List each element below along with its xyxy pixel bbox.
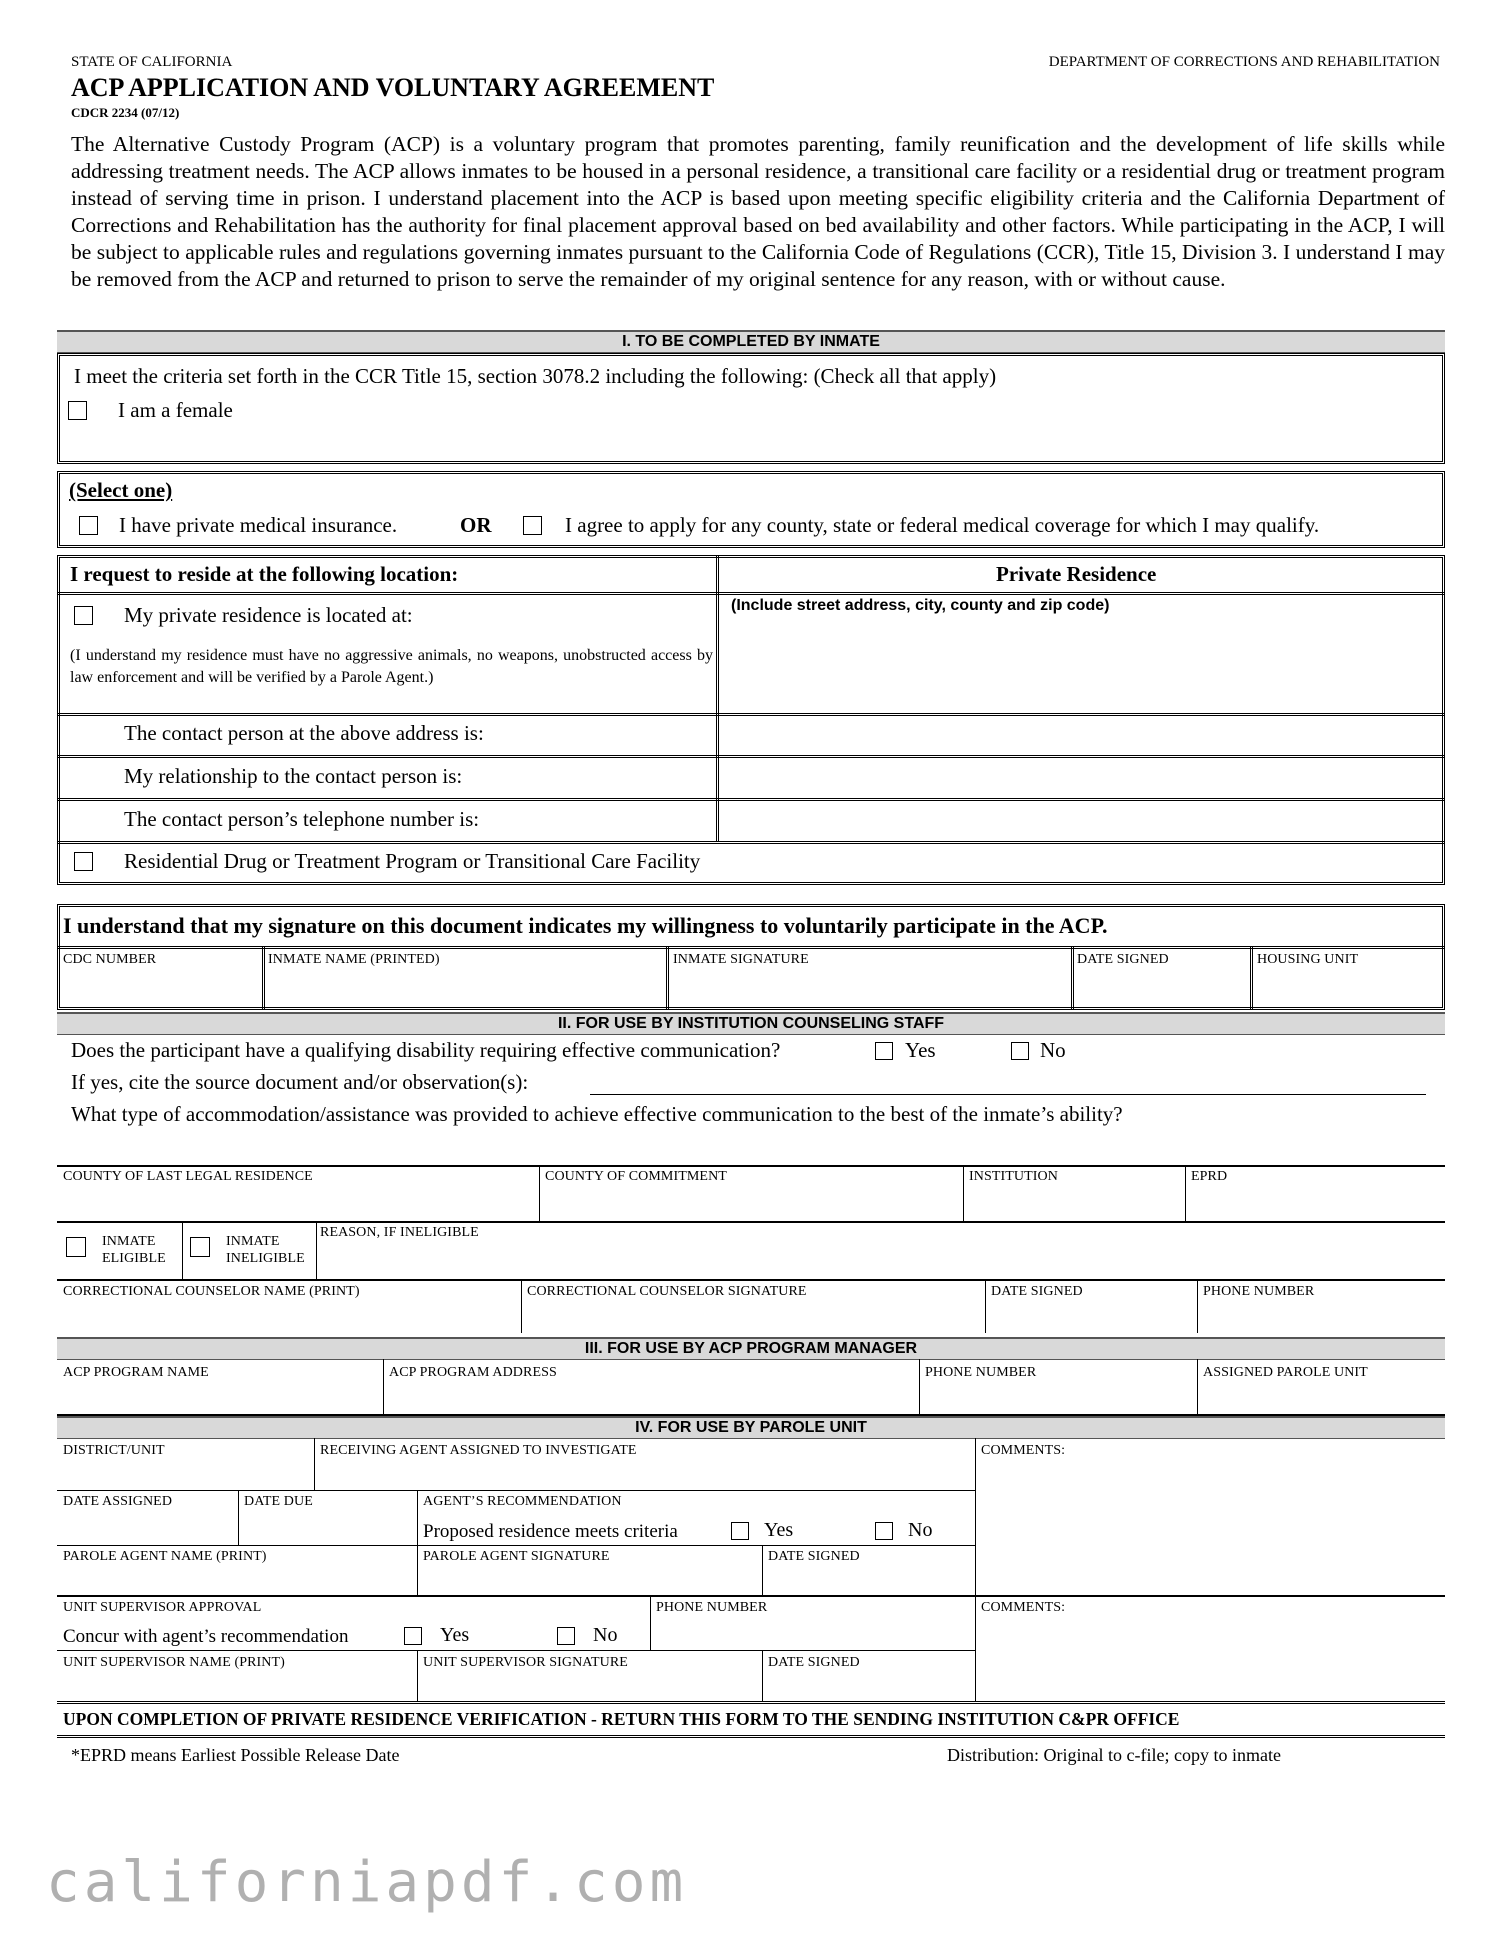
private-residence-header: Private Residence	[996, 562, 1157, 586]
counselor-phone-label: PHONE NUMBER	[1203, 1284, 1315, 1299]
section3-heading: III. FOR USE BY ACP PROGRAM MANAGER	[57, 1337, 1445, 1360]
supervisor-approval-label: UNIT SUPERVISOR APPROVAL	[63, 1600, 262, 1615]
inmate-signature-label: INMATE SIGNATURE	[673, 952, 809, 967]
criteria-text: I meet the criteria set forth in the CCR Title 15, section 3078.2 including the following: (Check all that apply)	[74, 364, 997, 388]
select-one-label: (Select one)	[69, 478, 173, 502]
inmate-name-label: INMATE NAME (PRINTED)	[268, 952, 440, 967]
cite-source-label: If yes, cite the source document and/or observation(s):	[71, 1070, 529, 1094]
supervisor-phone-label: PHONE NUMBER	[656, 1600, 768, 1615]
proposed-no-label: No	[908, 1519, 933, 1541]
proposed-no-checkbox[interactable]	[875, 1522, 893, 1540]
relationship-field[interactable]	[722, 760, 1440, 795]
program-phone-label: PHONE NUMBER	[925, 1365, 1037, 1380]
state-label: STATE OF CALIFORNIA	[71, 54, 233, 70]
district-unit-label: DISTRICT/UNIT	[63, 1443, 165, 1458]
residential-program-label: Residential Drug or Treatment Program or Transitional Care Facility	[124, 849, 701, 873]
watermark-text: californiapdf.com	[46, 1850, 688, 1915]
assigned-parole-unit-label: ASSIGNED PAROLE UNIT	[1203, 1365, 1368, 1380]
department-label: DEPARTMENT OF CORRECTIONS AND REHABILITATION	[1048, 54, 1440, 70]
contact-phone-field[interactable]	[722, 803, 1440, 838]
disability-question: Does the participant have a qualifying disability requiring effective communication?	[71, 1038, 781, 1062]
supervisor-date-label: DATE SIGNED	[768, 1655, 860, 1670]
contact-person-field[interactable]	[722, 718, 1440, 753]
return-note: UPON COMPLETION OF PRIVATE RESIDENCE VERIFICATION - RETURN THIS FORM TO THE SENDING INSTITUTION C&PR OFFICE	[63, 1709, 1180, 1729]
disability-no-label: No	[1040, 1038, 1066, 1062]
contact-phone-label: The contact person’s telephone number is:	[124, 807, 480, 831]
private-insurance-checkbox[interactable]	[79, 516, 98, 535]
request-location-label: I request to reside at the following location:	[70, 562, 459, 586]
inmate-ineligible-checkbox[interactable]	[190, 1237, 210, 1257]
housing-unit-label: HOUSING UNIT	[1257, 952, 1359, 967]
distribution-note: Distribution: Original to c-file; copy to inmate	[947, 1745, 1281, 1765]
cite-source-line[interactable]	[590, 1094, 1426, 1095]
counselor-signature-label: CORRECTIONAL COUNSELOR SIGNATURE	[527, 1284, 807, 1299]
disability-yes-checkbox[interactable]	[875, 1042, 893, 1060]
concur-yes-label: Yes	[440, 1624, 470, 1646]
cdc-number-label: CDC NUMBER	[63, 952, 157, 967]
disability-yes-label: Yes	[905, 1038, 936, 1062]
disability-no-checkbox[interactable]	[1011, 1042, 1029, 1060]
residence-address-field[interactable]	[733, 620, 1433, 708]
county-commit-label: COUNTY OF COMMITMENT	[545, 1169, 727, 1184]
apply-coverage-label: I agree to apply for any county, state or federal medical coverage for which I may qualify.	[565, 513, 1320, 537]
concur-no-checkbox[interactable]	[557, 1627, 575, 1645]
reason-ineligible-label: REASON, IF INELIGIBLE	[320, 1225, 479, 1240]
agent-recommendation-label: AGENT’S RECOMMENDATION	[423, 1494, 622, 1509]
eprd-label: EPRD	[1191, 1169, 1228, 1184]
proposed-yes-checkbox[interactable]	[731, 1522, 749, 1540]
section4-heading: IV. FOR USE BY PAROLE UNIT	[57, 1416, 1445, 1439]
comments2-label: COMMENTS:	[981, 1600, 1066, 1615]
program-name-label: ACP PROGRAM NAME	[63, 1365, 209, 1380]
form-title: ACP APPLICATION AND VOLUNTARY AGREEMENT	[71, 73, 715, 102]
section2-heading: II. FOR USE BY INSTITUTION COUNSELING STAFF	[57, 1012, 1445, 1035]
proposed-yes-label: Yes	[764, 1519, 794, 1541]
private-residence-checkbox[interactable]	[74, 606, 93, 625]
intro-paragraph: The Alternative Custody Program (ACP) is a voluntary program that promotes parenting, family reunification and the development of life skills while addressing treatment needs. The ACP allows inmates to be housed in a personal residence, a transitional care facility or a residential drug or treatment program instead of serving time in prison. I understand placement into the ACP is based upon meeting specific eligibility criteria and the California Department of Corrections and Rehabilitation has the authority for final placement approval based on bed availability and other factors. While participating in the ACP, I will be subject to applicable rules and regulations governing inmates pursuant to the California Code of Regulations (CCR), Title 15, Division 3. I understand I may be removed from the ACP and returned to prison to serve the remainder of my original sentence for any reason, with or without cause.	[71, 132, 1445, 291]
proposed-meets-label: Proposed residence meets criteria	[423, 1521, 678, 1542]
inmate-eligible-checkbox[interactable]	[66, 1237, 86, 1257]
relationship-label: My relationship to the contact person is:	[124, 764, 463, 788]
receiving-agent-label: RECEIVING AGENT ASSIGNED TO INVESTIGATE	[320, 1443, 637, 1458]
residential-program-checkbox[interactable]	[74, 852, 93, 871]
female-label: I am a female	[118, 398, 233, 422]
eprd-note: *EPRD means Earliest Possible Release Date	[71, 1745, 400, 1765]
comments-label: COMMENTS:	[981, 1443, 1066, 1458]
form-number: CDCR 2234 (07/12)	[71, 105, 180, 120]
concur-label: Concur with agent’s recommendation	[63, 1626, 349, 1647]
supervisor-name-label: UNIT SUPERVISOR NAME (PRINT)	[63, 1655, 285, 1670]
female-checkbox[interactable]	[68, 401, 87, 420]
inmate-eligible-label: INMATE ELIGIBLE	[102, 1234, 166, 1266]
program-address-label: ACP PROGRAM ADDRESS	[389, 1365, 557, 1380]
date-due-label: DATE DUE	[244, 1494, 313, 1509]
residence-located-label: My private residence is located at:	[124, 603, 413, 627]
agent-date-label: DATE SIGNED	[768, 1549, 860, 1564]
inmate-date-signed-label: DATE SIGNED	[1077, 952, 1169, 967]
concur-yes-checkbox[interactable]	[404, 1627, 422, 1645]
supervisor-signature-label: UNIT SUPERVISOR SIGNATURE	[423, 1655, 628, 1670]
residence-note: (I understand my residence must have no aggressive animals, no weapons, unobstructed access by law enforcement and will be verified by a Parole Agent.)	[70, 647, 713, 686]
section1-heading: I. TO BE COMPLETED BY INMATE	[57, 330, 1445, 353]
apply-coverage-checkbox[interactable]	[523, 516, 542, 535]
or-label: OR	[460, 513, 492, 537]
agent-name-label: PAROLE AGENT NAME (PRINT)	[63, 1549, 267, 1564]
county-last-label: COUNTY OF LAST LEGAL RESIDENCE	[63, 1169, 313, 1184]
contact-person-label: The contact person at the above address is:	[124, 721, 484, 745]
counselor-name-label: CORRECTIONAL COUNSELOR NAME (PRINT)	[63, 1284, 360, 1299]
inmate-ineligible-label: INMATE INELIGIBLE	[226, 1234, 305, 1266]
include-address-label: (Include street address, city, county and zip code)	[731, 597, 1110, 614]
concur-no-label: No	[593, 1624, 618, 1646]
date-assigned-label: DATE ASSIGNED	[63, 1494, 173, 1509]
counselor-date-label: DATE SIGNED	[991, 1284, 1083, 1299]
agent-signature-label: PAROLE AGENT SIGNATURE	[423, 1549, 610, 1564]
private-insurance-label: I have private medical insurance.	[119, 513, 398, 537]
institution-label: INSTITUTION	[969, 1169, 1058, 1184]
accommodation-question: What type of accommodation/assistance was provided to achieve effective communication to the best of the inmate’s ability?	[71, 1102, 1123, 1126]
signature-statement: I understand that my signature on this document indicates my willingness to voluntarily participate in the ACP.	[63, 913, 1108, 938]
